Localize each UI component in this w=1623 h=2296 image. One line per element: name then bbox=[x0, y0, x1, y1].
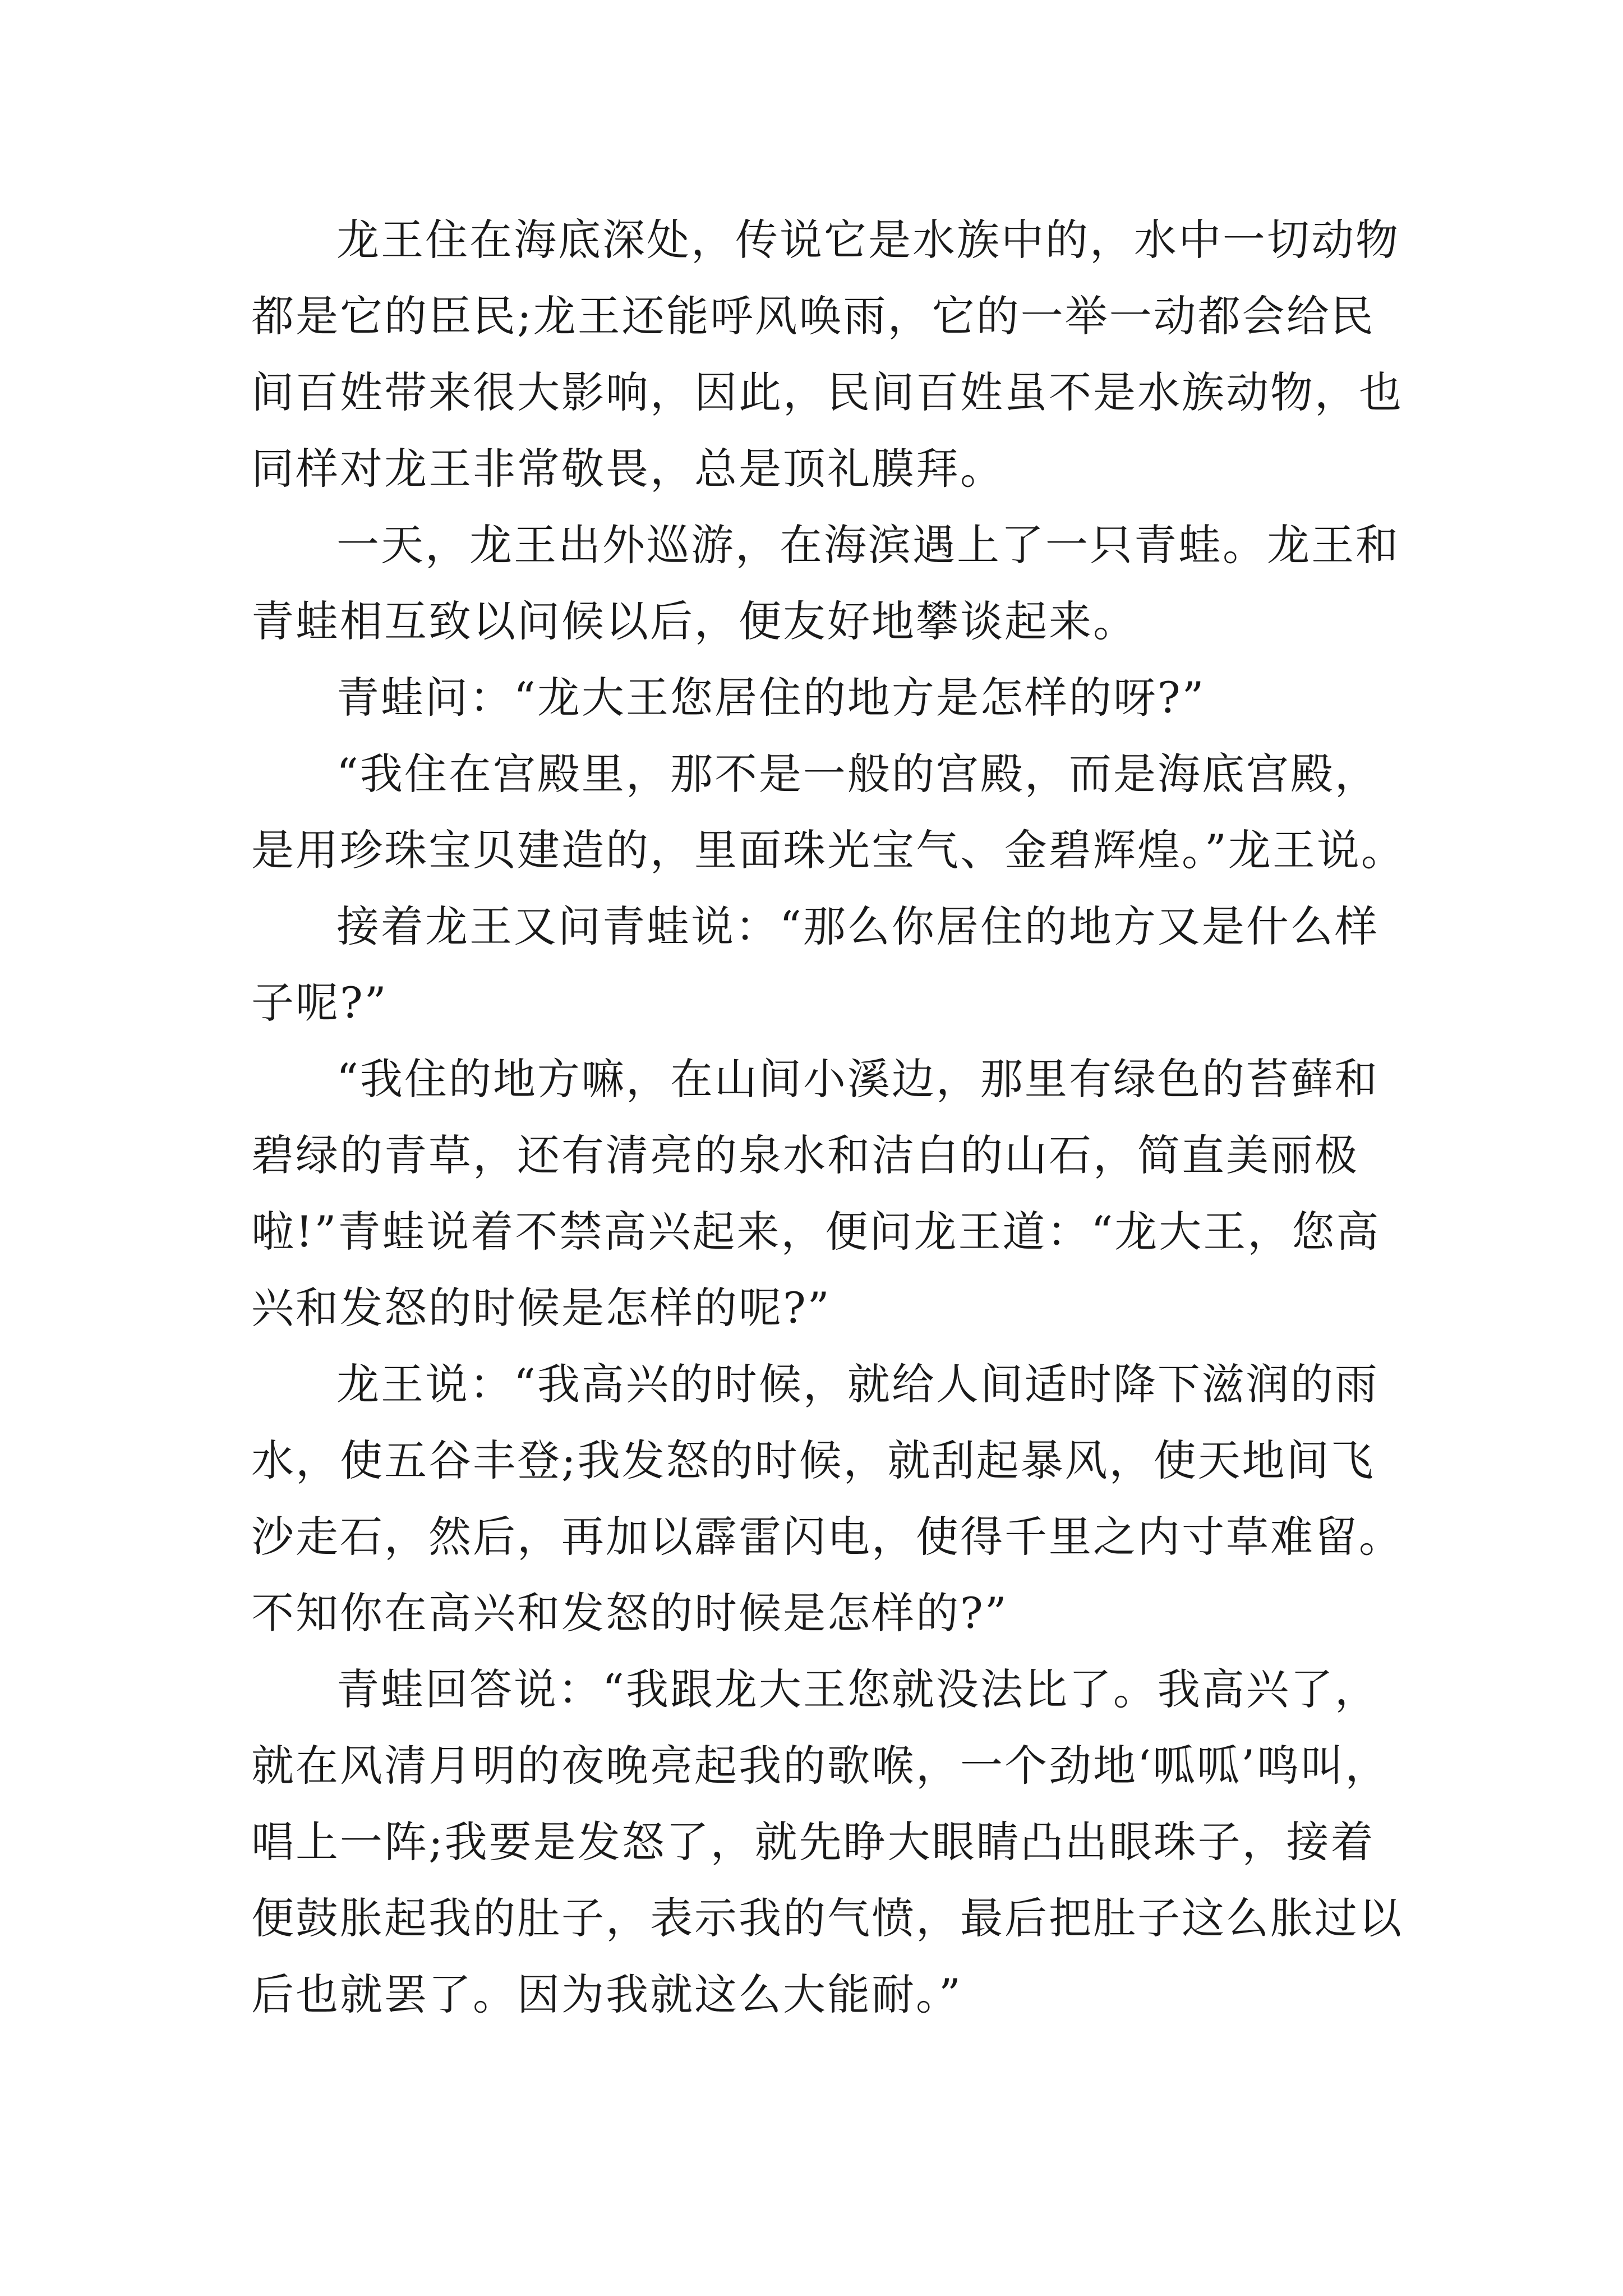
text-line: 龙王说：“我高兴的时候，就给人间适时降下滋润的雨 bbox=[336, 1359, 1379, 1409]
text-line: 一天，龙王出外巡游，在海滨遇上了一只青蛙。龙王和 bbox=[336, 520, 1400, 570]
text-line: 水，使五谷丰登;我发怒的时候，就刮起暴风，使天地间飞 bbox=[251, 1435, 1375, 1485]
text-line: 兴和发怒的时候是怎样的呢?” bbox=[251, 1283, 831, 1333]
text-line: 青蛙问：“龙大王您居住的地方是怎样的呀?” bbox=[336, 673, 1206, 723]
text-line: 碧绿的青草，还有清亮的泉水和洁白的山石，简直美丽极 bbox=[251, 1130, 1359, 1180]
text-line: 间百姓带来很大影响，因此，民间百姓虽不是水族动物，也 bbox=[251, 367, 1403, 417]
text-line: “我住在宫殿里，那不是一般的宫殿，而是海底宫殿， bbox=[336, 749, 1379, 799]
text-line: 啦!”青蛙说着不禁高兴起来，便问龙王道：“龙大王，您高 bbox=[251, 1207, 1381, 1257]
story-text bbox=[251, 202, 1407, 2033]
text-line: 青蛙回答说：“我跟龙大王您就没法比了。我高兴了， bbox=[336, 1664, 1379, 1714]
text-line: 青蛙相互致以问候以后，便友好地攀谈起来。 bbox=[251, 596, 1137, 646]
text-line: 接着龙王又问青蛙说：“那么你居住的地方又是什么样 bbox=[336, 901, 1379, 951]
text-line: 后也就罢了。因为我就这么大能耐。” bbox=[251, 1970, 962, 2019]
text-line: 不知你在高兴和发怒的时候是怎样的?” bbox=[251, 1588, 1008, 1638]
text-line: 就在风清月明的夜晚亮起我的歌喉，一个劲地‘呱呱’鸣叫， bbox=[251, 1741, 1390, 1791]
text-line: 沙走石，然后，再加以霹雷闪电，使得千里之内寸草难留。 bbox=[251, 1512, 1403, 1562]
text-line: 龙王住在海底深处，传说它是水族中的，水中一切动物 bbox=[336, 215, 1400, 265]
text-line: 是用珍珠宝贝建造的，里面珠光宝气、金碧辉煌。”龙王说。 bbox=[251, 825, 1405, 875]
text-line: 都是它的臣民;龙王还能呼风唤雨，它的一举一动都会给民 bbox=[251, 291, 1375, 341]
text-line: “我住的地方嘛，在山间小溪边，那里有绿色的苔藓和 bbox=[336, 1054, 1379, 1104]
text-line: 唱上一阵;我要是发怒了，就先睁大眼睛凸出眼珠子，接着 bbox=[251, 1817, 1375, 1867]
text-line: 同样对龙王非常敬畏，总是顶礼膜拜。 bbox=[251, 444, 1004, 494]
text-line: 便鼓胀起我的肚子，表示我的气愤，最后把肚子这么胀过以 bbox=[251, 1893, 1403, 1943]
text-line: 子呢?” bbox=[251, 978, 388, 1028]
